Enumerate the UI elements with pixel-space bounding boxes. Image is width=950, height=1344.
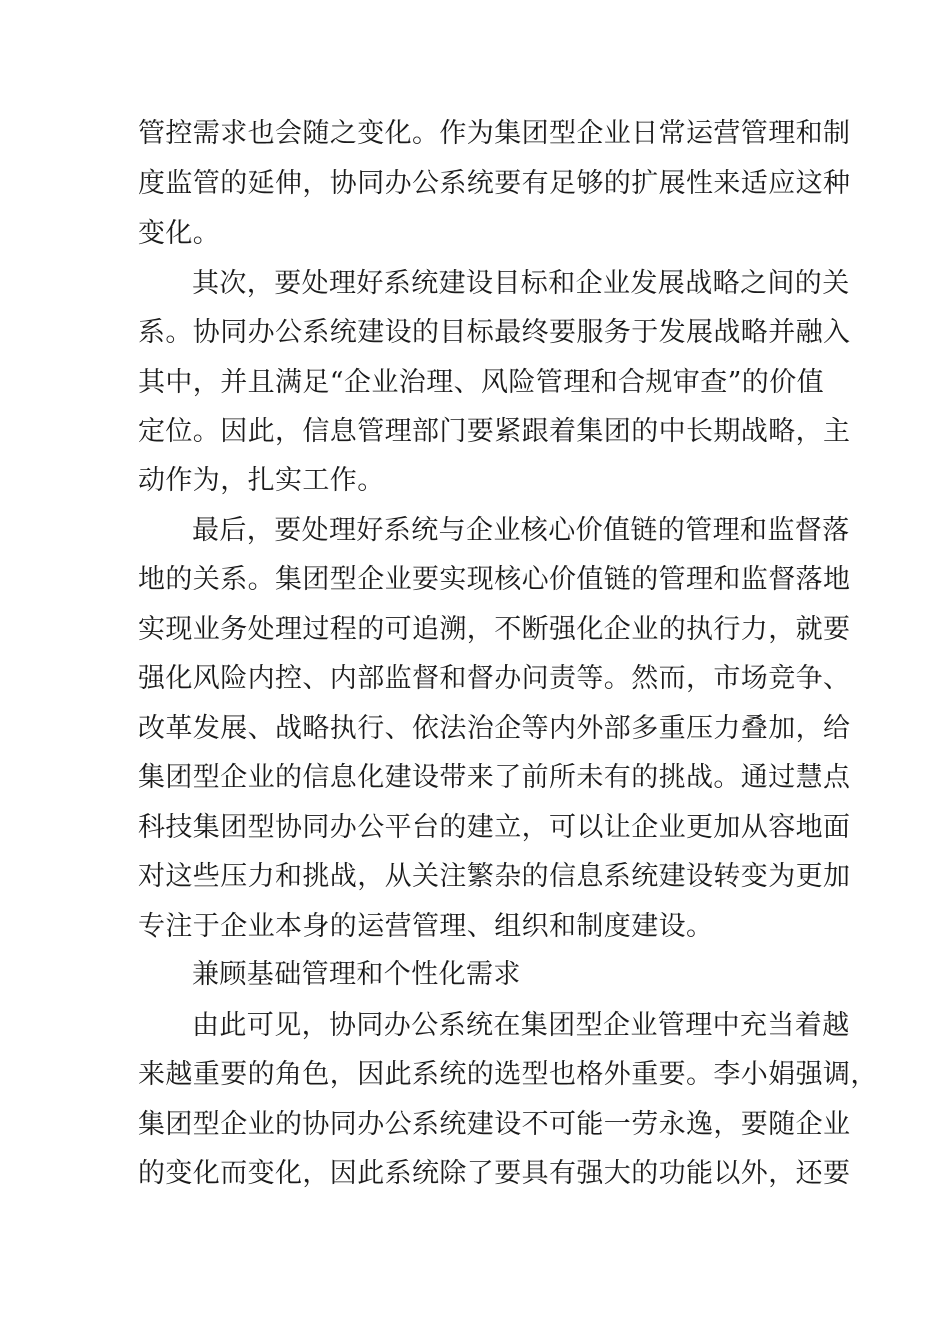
text-line: 科技集团型协同办公平台的建立，可以让企业更加从容地面 — [138, 812, 851, 843]
text-line: 动作为，扎实工作。 — [138, 465, 385, 496]
text-line: 改革发展、战略执行、依法治企等内外部多重压力叠加，给 — [138, 713, 851, 744]
text-line: 实现业务处理过程的可追溯，不断强化企业的执行力，就要 — [138, 614, 851, 645]
text-line: 对这些压力和挑战，从关注繁杂的信息系统建设转变为更加 — [138, 861, 851, 892]
text-line: 系。协同办公系统建设的目标最终要服务于发展战略并融入 — [138, 317, 851, 348]
text-line: 专注于企业本身的运营管理、组织和制度建设。 — [138, 911, 714, 942]
paragraph-first-line: 其次，要处理好系统建设目标和企业发展战略之间的关 — [192, 268, 850, 299]
text-line: 来越重要的角色，因此系统的选型也格外重要。李小娟强调， — [138, 1059, 878, 1090]
text-line: 集团型企业的信息化建设带来了前所未有的挑战。通过慧点 — [138, 762, 851, 793]
text-line: 度监管的延伸，协同办公系统要有足够的扩展性来适应这种 — [138, 168, 851, 199]
text-line: 定位。因此，信息管理部门要紧跟着集团的中长期战略，主 — [138, 416, 851, 447]
text-line: 集团型企业的协同办公系统建设不可能一劳永逸，要随企业 — [138, 1109, 851, 1140]
text-line: 管控需求也会随之变化。作为集团型企业日常运营管理和制 — [138, 118, 851, 149]
paragraph-first-line: 最后，要处理好系统与企业核心价值链的管理和监督落 — [192, 515, 850, 546]
text-line: 地的关系。集团型企业要实现核心价值链的管理和监督落地 — [138, 564, 851, 595]
text-line: 变化。 — [138, 218, 221, 249]
text-line: 强化风险内控、内部监督和督办问责等。然而，市场竞争、 — [138, 663, 851, 694]
paragraph-first-line: 由此可见，协同办公系统在集团型企业管理中充当着越 — [192, 1010, 850, 1041]
text-line: 的变化而变化，因此系统除了要具有强大的功能以外，还要 — [138, 1158, 851, 1189]
text-line: 其中，并且满足“企业治理、风险管理和合规审查”的价值 — [138, 367, 825, 398]
section-heading: 兼顾基础管理和个性化需求 — [192, 959, 521, 990]
